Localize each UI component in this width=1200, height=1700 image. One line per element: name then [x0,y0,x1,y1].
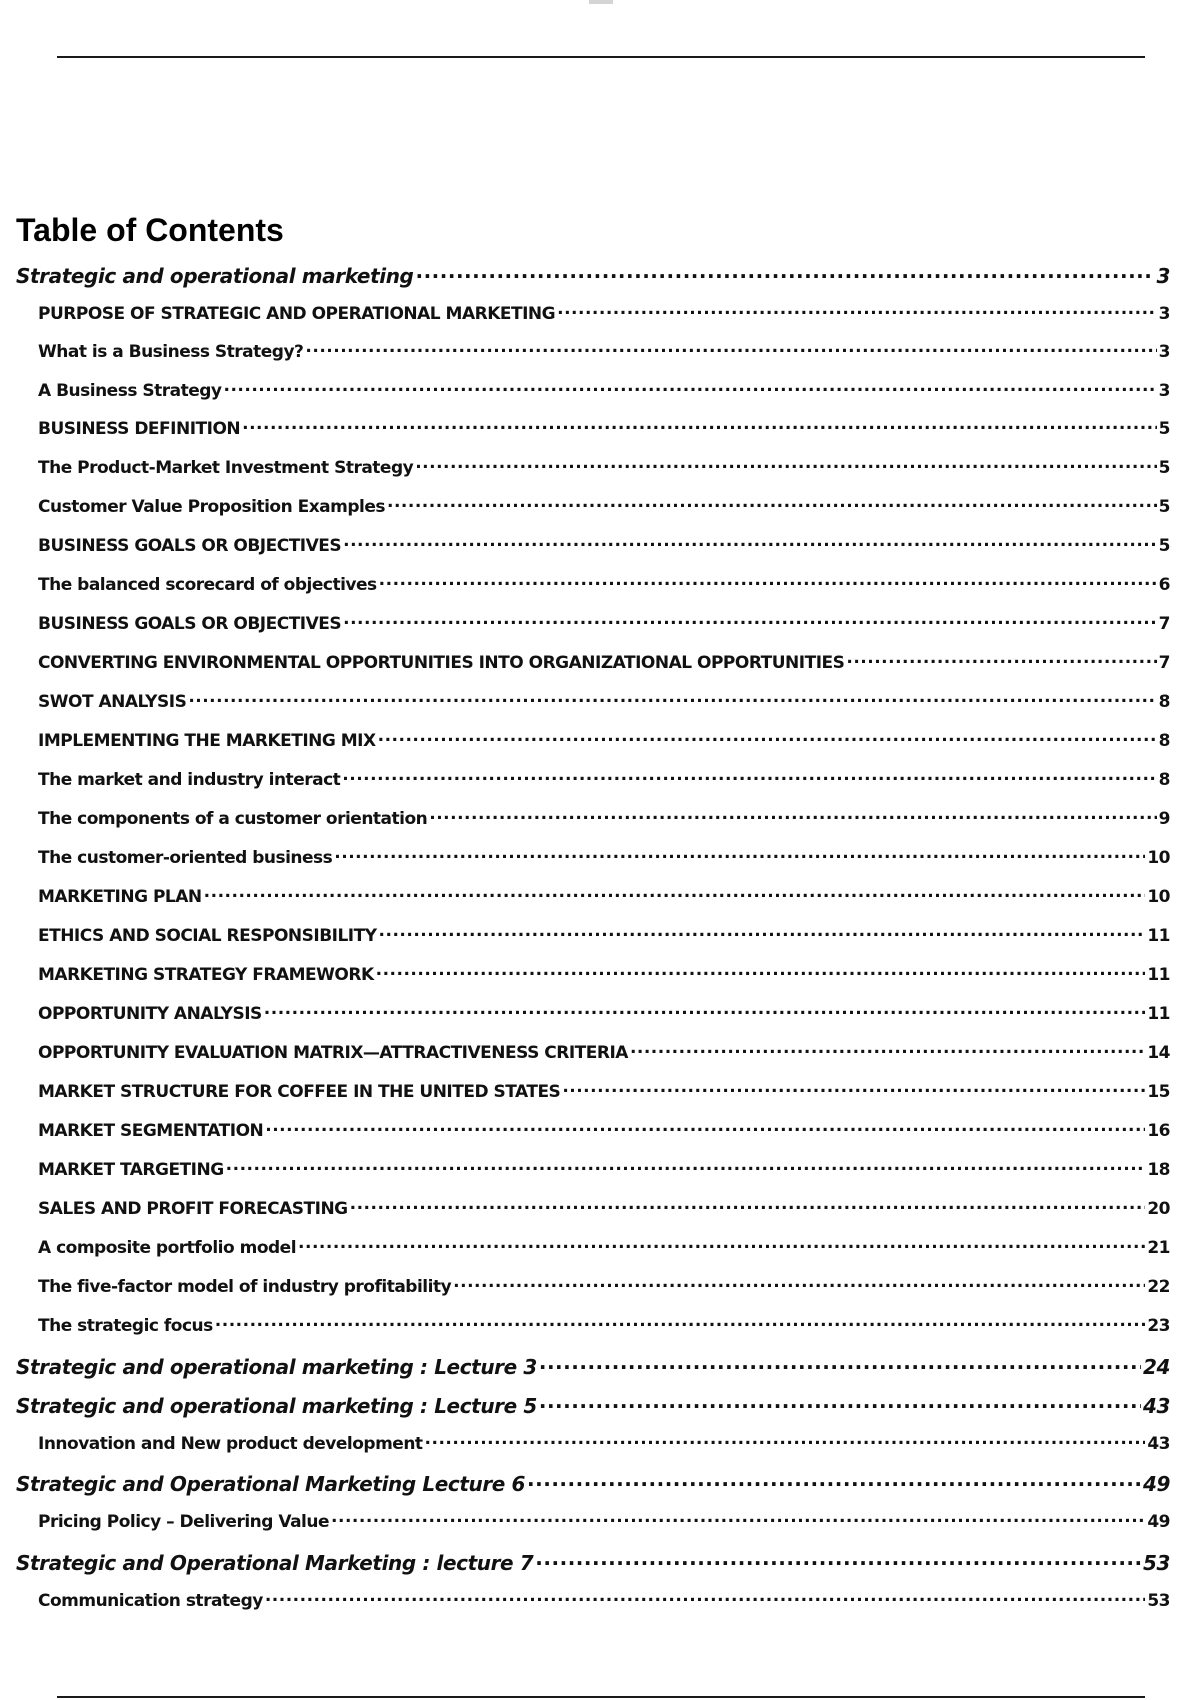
toc-entry-section[interactable] [38,961,1170,991]
dot-leader [298,1234,1145,1253]
toc-entry-label: Innovation and New product development [38,1433,423,1454]
toc-entry-label: Strategic and Operational Marketing : lecture 7 [16,1551,534,1575]
toc-entry-label: MARKET SEGMENTATION [38,1120,264,1141]
dot-leader [343,532,1157,551]
toc-entry-section[interactable] [38,1273,1170,1303]
toc-entry-label: The Product-Market Investment Strategy [38,457,414,478]
dot-leader [425,1430,1146,1449]
toc-entry-page-number: 11 [1147,925,1170,946]
toc-entry-label: IMPLEMENTING THE MARKETING MIX [38,730,376,751]
dot-leader [376,961,1146,980]
dot-leader [188,688,1156,707]
toc-entry-label: OPPORTUNITY EVALUATION MATRIX—ATTRACTIVENESS CRITERIA [38,1042,628,1063]
dot-leader [350,1195,1146,1214]
toc-entry-label: The components of a customer orientation [38,808,428,829]
toc-entry-page-number: 20 [1147,1198,1170,1219]
toc-entry-page-number: 14 [1147,1042,1170,1063]
toc-entry-page-number: 3 [1158,380,1170,401]
dot-leader [379,571,1157,590]
toc-entry-section[interactable] [38,300,1170,330]
toc-entry-section[interactable] [38,1430,1170,1460]
dot-leader [630,1039,1145,1058]
dot-leader [378,727,1157,746]
toc-entry-page-number: 9 [1158,808,1170,829]
toc-entry-label: MARKETING STRATEGY FRAMEWORK [38,964,374,985]
toc-entry-chapter[interactable] [16,1352,1170,1382]
toc-entry-section[interactable] [38,1508,1170,1538]
dot-leader [429,805,1156,824]
toc-entry-section[interactable] [38,532,1170,562]
toc-entry-page-number: 5 [1158,418,1170,439]
toc-entry-page-number: 22 [1147,1276,1170,1297]
toc-entry-section[interactable] [38,805,1170,835]
toc-entry-page-number: 49 [1147,1511,1170,1532]
toc-entry-label: What is a Business Strategy? [38,341,304,362]
dot-leader [331,1508,1145,1527]
toc-entry-label: The market and industry interact [38,769,341,790]
toc-entry-label: Strategic and Operational Marketing Lecture 6 [16,1472,526,1496]
toc-entry-page-number: 3 [1158,341,1170,362]
toc-entry-page-number: 23 [1147,1315,1170,1336]
toc-entry-page-number: 3 [1158,303,1170,324]
dot-leader [265,1117,1145,1136]
dot-leader [342,766,1156,785]
toc-entry-label: A Business Strategy [38,380,222,401]
dot-leader [539,1352,1141,1374]
toc-entry-page-number: 8 [1158,730,1170,751]
toc-entry-label: Customer Value Proposition Examples [38,496,386,517]
toc-entry-label: The balanced scorecard of objectives [38,574,377,595]
toc-entry-label: SALES AND PROFIT FORECASTING [38,1198,348,1219]
dot-leader [387,493,1157,512]
dot-leader [846,649,1156,668]
footer-rule [57,1696,1145,1698]
toc-entry-page-number: 11 [1147,1003,1170,1024]
toc-entry-label: A composite portfolio model [38,1237,297,1258]
toc-entry-section[interactable] [38,1195,1170,1225]
toc-entry-page-number: 21 [1147,1237,1170,1258]
toc-entry-label: MARKET STRUCTURE FOR COFFEE IN THE UNITED STATES [38,1081,561,1102]
toc-entry-page-number: 11 [1147,964,1170,985]
toc-entry-section[interactable] [38,1039,1170,1069]
toc-entry-label: BUSINESS GOALS OR OBJECTIVES [38,535,342,556]
dot-leader [453,1273,1145,1292]
toc-title: Table of Contents [16,212,284,248]
toc-entry-page-number: 10 [1147,847,1170,868]
toc-entry-label: MARKETING PLAN [38,886,202,907]
toc-entry-label: PURPOSE OF STRATEGIC AND OPERATIONAL MARKETING [38,303,556,324]
toc-entry-page-number: 8 [1158,691,1170,712]
toc-entry-chapter[interactable] [16,1469,1170,1499]
toc-entry-section[interactable] [38,1117,1170,1147]
toc-entry-page-number: 6 [1158,574,1170,595]
dot-leader [535,1548,1141,1570]
toc-entry-section[interactable] [38,415,1170,445]
toc-entry-label: Strategic and operational marketing : Lecture 3 [16,1355,537,1379]
dot-leader [242,415,1157,434]
toc-entry-label: MARKET TARGETING [38,1159,224,1180]
toc-entry-page-number: 53 [1147,1590,1170,1611]
toc-entry-label: ETHICS AND SOCIAL RESPONSIBILITY [38,925,377,946]
toc-entry-section[interactable] [38,1156,1170,1186]
toc-entry-label: CONVERTING ENVIRONMENTAL OPPORTUNITIES INTO ORGANIZATIONAL OPPORTUNITIES [38,652,845,673]
toc-entry-section[interactable] [38,844,1170,874]
dot-leader [415,454,1156,473]
toc-entry-section[interactable] [38,688,1170,718]
toc-entry-page-number: 8 [1158,769,1170,790]
toc-entry-section[interactable] [38,1234,1170,1264]
toc-entry-page-number: 18 [1147,1159,1170,1180]
toc-entry-label: OPPORTUNITY ANALYSIS [38,1003,262,1024]
toc-entry-section[interactable] [38,571,1170,601]
toc-entry-page-number: 53 [1142,1551,1170,1575]
toc-entry-page-number: 7 [1158,613,1170,634]
toc-entry-page-number: 16 [1147,1120,1170,1141]
toc-entry-label: SWOT ANALYSIS [38,691,187,712]
toc-entry-label: Strategic and operational marketing [16,264,414,288]
dot-leader [264,1000,1146,1019]
toc-entry-label: BUSINESS GOALS OR OBJECTIVES [38,613,342,634]
toc-entry-page-number: 7 [1158,652,1170,673]
toc-entry-label: The customer-oriented business [38,847,333,868]
toc-entry-section[interactable] [38,1078,1170,1108]
toc-entry-section[interactable] [38,922,1170,952]
toc-entry-section[interactable] [38,1000,1170,1030]
toc-entry-page-number: 15 [1147,1081,1170,1102]
dot-leader [226,1156,1146,1175]
toc-entry-label: Strategic and operational marketing : Lecture 5 [16,1394,537,1418]
toc-entry-chapter[interactable] [16,1548,1170,1578]
dot-leader [224,377,1157,396]
toc-entry-page-number: 5 [1158,457,1170,478]
toc-entry-chapter[interactable] [16,261,1170,291]
toc-entry-section[interactable] [38,766,1170,796]
dot-leader [305,338,1156,357]
dot-leader [539,1391,1141,1413]
toc-entry-page-number: 43 [1142,1394,1170,1418]
toc-entry-page-number: 5 [1158,535,1170,556]
toc-entry-section[interactable] [38,493,1170,523]
dot-leader [265,1587,1146,1606]
toc-entry-page-number: 10 [1147,886,1170,907]
toc-entry-chapter[interactable] [16,1391,1170,1421]
dot-leader [343,610,1157,629]
toc-entry-label: BUSINESS DEFINITION [38,418,241,439]
toc-entry-section[interactable] [38,727,1170,757]
toc-entry-section[interactable] [38,454,1170,484]
dot-leader [557,300,1157,319]
dot-leader [379,922,1146,941]
toc-entry-section[interactable] [38,338,1170,368]
toc-entry-label: Communication strategy [38,1590,263,1611]
toc-entry-page-number: 5 [1158,496,1170,517]
toc-entry-section[interactable] [38,610,1170,640]
dot-leader [527,1469,1141,1491]
toc-entry-section[interactable] [38,883,1170,913]
toc-entry-page-number: 24 [1142,1355,1170,1379]
dot-leader [215,1312,1146,1331]
toc-entry-page-number: 49 [1142,1472,1170,1496]
toc-entry-section[interactable] [38,1587,1170,1617]
page-top-marker [589,0,613,4]
toc-entry-label: The five-factor model of industry profitability [38,1276,452,1297]
toc-entry-section[interactable] [38,1312,1170,1342]
toc-entry-section[interactable] [38,377,1170,407]
header-rule [57,56,1145,58]
toc-entry-page-number: 3 [1156,264,1170,288]
dot-leader [334,844,1145,863]
dot-leader [562,1078,1145,1097]
dot-leader [415,261,1154,283]
dot-leader [204,883,1146,902]
toc-entry-page-number: 43 [1147,1433,1170,1454]
toc-entry-label: Pricing Policy – Delivering Value [38,1511,330,1532]
toc-entry-section[interactable] [38,649,1170,679]
toc-entry-label: The strategic focus [38,1315,213,1336]
